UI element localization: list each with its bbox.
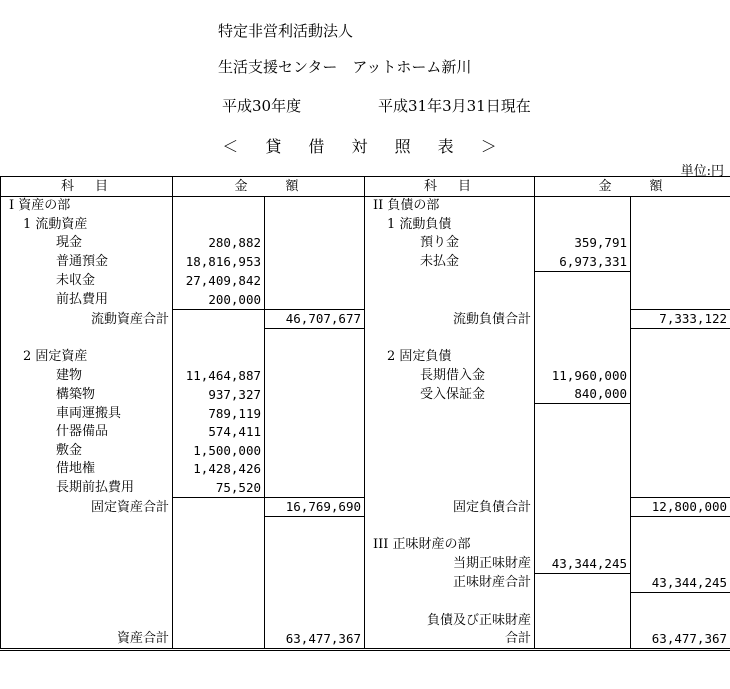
liability-item-value: 840,000 [535,385,631,404]
net-assets-total: 43,344,245 [631,573,730,592]
table-row [1,196,730,215]
net-assets-item-label: 当期正味財産 [365,554,535,573]
assets-item-header: 科 目 [1,177,173,197]
asset-item-value: 1,500,000 [173,441,265,460]
table-row [1,517,730,536]
asset-item-value: 200,000 [173,290,265,309]
table-row [1,630,730,650]
asset-item-value: 1,428,426 [173,460,265,479]
asset-item-value: 27,409,842 [173,271,265,290]
table-row [1,309,730,329]
fixed-assets-total-label: 固定資産合計 [1,497,173,517]
asset-item-label: 前払費用 [1,290,173,309]
assets-grand-total-label: 資産合計 [1,630,173,650]
current-assets-total-label: 流動資産合計 [1,309,173,329]
asset-item-label: 什器備品 [1,423,173,442]
liability-item-value: 6,973,331 [535,252,631,271]
document-title: ＜ 貸 借 対 照 表 ＞ [222,137,508,156]
current-assets-total: 46,707,677 [265,309,365,329]
asset-item-value: 937,327 [173,385,265,404]
asset-item-label: 構築物 [1,385,173,404]
asset-item-value: 280,882 [173,234,265,253]
table-row [1,252,730,271]
as-of-date: 平成31年3月31日現在 [378,97,531,115]
table-row [1,366,730,385]
liabilities-grand-total-label-line2: 合計 [365,630,535,650]
table-row [1,536,730,555]
liability-item-label: 長期借入金 [365,366,535,385]
table-row [1,423,730,442]
asset-item-label: 建物 [1,366,173,385]
header-row [1,177,730,197]
table-row [1,460,730,479]
fixed-liabilities-total-label: 固定負債合計 [365,497,535,517]
fixed-assets-total: 16,769,690 [265,497,365,517]
table-row [1,348,730,367]
table-row [1,611,730,630]
asset-item-label: 借地権 [1,460,173,479]
liability-item-value: 359,791 [535,234,631,253]
table-row [1,290,730,309]
asset-item-label: 長期前払費用 [1,478,173,497]
liability-item-label: 未払金 [365,252,535,271]
table-row [1,385,730,404]
asset-item-value: 75,520 [173,478,265,497]
org-type: 特定非営利活動法人 [218,22,354,40]
current-liabilities-total-label: 流動負債合計 [365,309,535,329]
table-row [1,554,730,573]
liability-item-label: 預り金 [365,234,535,253]
asset-item-label: 未収金 [1,271,173,290]
liabilities-grand-total-label-line1: 負債及び正味財産 [365,611,535,630]
fiscal-year: 平成30年度 [222,97,302,115]
current-assets-heading: 1 流動資産 [1,215,173,234]
net-assets-heading: III 正味財産の部 [365,536,535,555]
liabilities-section-heading: II 負債の部 [365,196,535,215]
current-liabilities-total: 7,333,122 [631,309,730,329]
assets-grand-total: 63,477,367 [265,630,365,650]
asset-item-label: 普通預金 [1,252,173,271]
table-row [1,329,730,348]
assets-section-heading: I 資産の部 [1,196,173,215]
asset-item-label: 敷金 [1,441,173,460]
table-row [1,573,730,592]
liability-item-value: 11,960,000 [535,366,631,385]
net-assets-total-label: 正味財産合計 [365,573,535,592]
liabilities-amount-header: 金 額 [535,177,730,197]
current-liabilities-heading: 1 流動負債 [365,215,535,234]
unit-label: 単位:円 [680,164,724,179]
asset-item-value: 11,464,887 [173,366,265,385]
table-row [1,215,730,234]
asset-item-value: 789,119 [173,404,265,423]
net-assets-item-value: 43,344,245 [535,554,631,573]
fixed-liabilities-heading: 2 固定負債 [365,348,535,367]
table-row [1,478,730,497]
table-row [1,441,730,460]
balance-sheet-table [0,176,730,651]
fixed-liabilities-total: 12,800,000 [631,497,730,517]
table-row [1,271,730,290]
asset-item-value: 574,411 [173,423,265,442]
asset-item-value: 18,816,953 [173,252,265,271]
table-row [1,234,730,253]
fixed-assets-heading: 2 固定資産 [1,348,173,367]
liability-item-label: 受入保証金 [365,385,535,404]
table-row [1,592,730,611]
table-row [1,404,730,423]
table-row [1,497,730,517]
org-name: 生活支援センター アットホーム新川 [218,58,472,76]
asset-item-label: 車両運搬具 [1,404,173,423]
asset-item-label: 現金 [1,234,173,253]
liabilities-grand-total: 63,477,367 [631,630,730,650]
assets-amount-header: 金 額 [173,177,365,197]
liabilities-item-header: 科 目 [365,177,535,197]
